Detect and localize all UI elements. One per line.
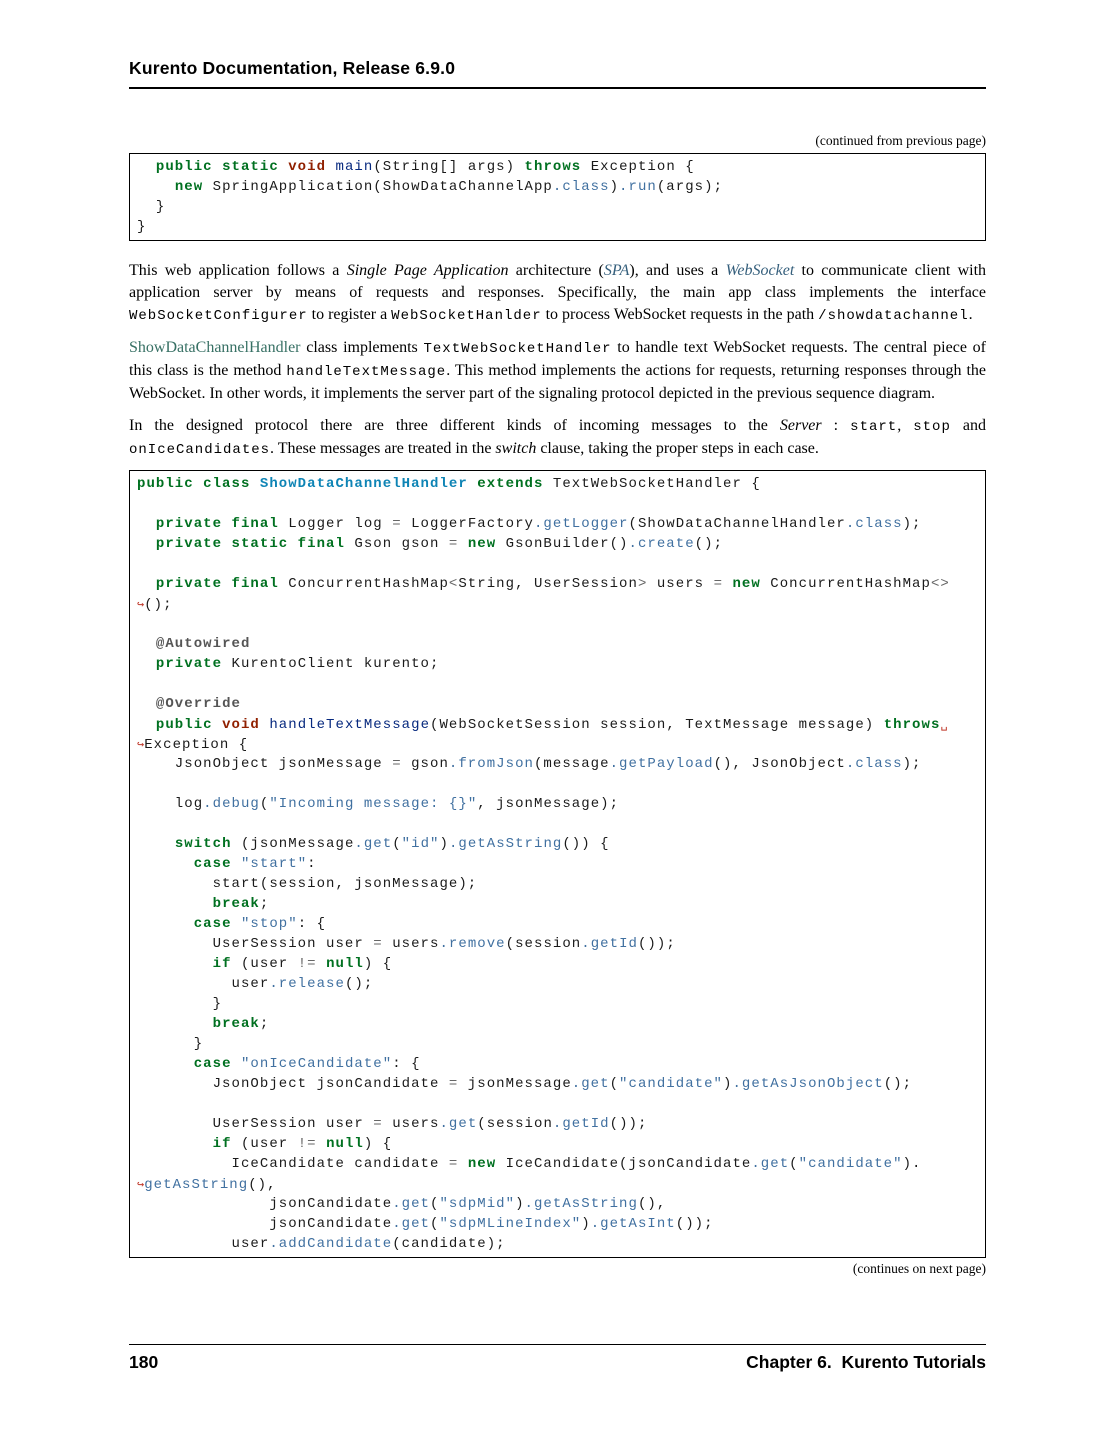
code-line: ↪Exception { bbox=[137, 737, 249, 753]
code-line bbox=[137, 554, 978, 574]
code-line: break; bbox=[212, 896, 270, 912]
code-block-main-method bbox=[129, 153, 986, 241]
header-rule bbox=[129, 87, 986, 89]
page-footer bbox=[129, 1344, 986, 1373]
text-run: ), and uses a bbox=[629, 262, 726, 279]
text-run: to register a bbox=[307, 306, 392, 323]
code-line: private KurentoClient kurento; bbox=[155, 656, 440, 672]
continued-from-previous-page-note: (continued from previous page) bbox=[815, 133, 986, 148]
code-line: } bbox=[137, 1036, 204, 1052]
text-run: In the designed protocol there are three different kinds of incoming messages to the bbox=[129, 417, 780, 434]
page-number: 180 bbox=[129, 1352, 159, 1372]
text-run: class implements bbox=[300, 339, 424, 356]
text-run: This web application follows a bbox=[129, 262, 347, 279]
code-line: JsonObject jsonMessage = gson.fromJson(message.getPayload(), JsonObject.class); bbox=[137, 756, 922, 772]
code-block-show-data-channel-handler bbox=[129, 470, 986, 1258]
text-run: : bbox=[821, 417, 851, 434]
text-run: handleTextMessage bbox=[286, 364, 447, 380]
websocket-link[interactable]: WebSocket bbox=[725, 262, 795, 279]
page-content bbox=[129, 0, 986, 1277]
text-run: to handle text WebSocket requests. The central piece of this class is the method bbox=[129, 339, 986, 379]
code-line: ↪getAsString(), bbox=[137, 1177, 277, 1193]
text-run: clause, taking the proper steps in each case. bbox=[536, 440, 819, 457]
code-line: case "stop": { bbox=[193, 916, 327, 932]
code-line: new SpringApplication(ShowDataChannelApp.class).run(args); bbox=[174, 179, 724, 195]
code-line bbox=[137, 774, 978, 794]
code-line: @Override bbox=[155, 696, 241, 712]
code-line: UserSession user = users.remove(session.getId()); bbox=[137, 936, 676, 952]
code-line: if (user != null) { bbox=[212, 956, 393, 972]
code-line: jsonCandidate.get("sdpMLineIndex").getAsInt()); bbox=[137, 1216, 714, 1232]
text-run: stop bbox=[913, 419, 951, 435]
code-line: case "start": bbox=[193, 856, 317, 872]
code-line: public static void main(String[] args) throws Exception { bbox=[155, 159, 695, 175]
code-line: log.debug("Incoming message: {}", jsonMessage); bbox=[137, 796, 620, 812]
text-run: . This method implements the actions for requests, returning responses through the WebSocket. In other words, it implements the server part of the signaling protocol depicted in the previous sequence diagram. bbox=[129, 362, 987, 402]
code-line: ↪(); bbox=[137, 597, 173, 613]
code-line: public void handleTextMessage(WebSocketSession session, TextMessage message) throws␣ bbox=[155, 717, 948, 733]
text-run: switch bbox=[495, 440, 537, 457]
code-line: public class ShowDataChannelHandler extends TextWebSocketHandler { bbox=[137, 476, 761, 492]
code-line bbox=[137, 674, 978, 694]
text-run: to process WebSocket requests in the path bbox=[541, 306, 819, 323]
text-run: and bbox=[950, 417, 986, 434]
showdatachannelhandler-link[interactable]: ShowDataChannelHandler bbox=[129, 339, 301, 356]
code-line bbox=[137, 614, 978, 634]
code-line: } bbox=[137, 219, 147, 235]
text-run: onIceCandidates bbox=[129, 442, 271, 458]
continues-on-next-page-note: (continues on next page) bbox=[852, 1261, 986, 1276]
code-line: break; bbox=[212, 1016, 270, 1032]
code-line: IceCandidate candidate = new IceCandidate(jsonCandidate.get("candidate"). bbox=[137, 1156, 922, 1172]
text-run: to communicate client with application server by means of requests and responses. Specifically, the main app class implements the interface bbox=[129, 262, 987, 301]
paragraph-spa-architecture bbox=[129, 260, 986, 327]
code-line: @Autowired bbox=[155, 636, 251, 652]
text-run: TextWebSocketHandler bbox=[423, 341, 612, 357]
text-run: , bbox=[897, 417, 914, 434]
code-line: private final Logger log = LoggerFactory.getLogger(ShowDataChannelHandler.class); bbox=[155, 516, 922, 532]
text-run: . bbox=[968, 306, 973, 323]
text-run: /showdatachannel bbox=[818, 308, 969, 324]
code-line bbox=[137, 494, 978, 514]
text-run: WebSocketConfigurer bbox=[129, 308, 308, 324]
text-run: . These messages are treated in the bbox=[270, 440, 496, 457]
code-line bbox=[137, 1094, 978, 1114]
chapter-title: Chapter 6. Kurento Tutorials bbox=[746, 1352, 986, 1372]
code-line: user.release(); bbox=[137, 976, 374, 992]
paragraph-protocol-messages bbox=[129, 415, 986, 461]
code-line bbox=[137, 814, 978, 834]
text-run: start bbox=[850, 419, 898, 435]
text-run: Server bbox=[779, 417, 822, 434]
code-line: private final ConcurrentHashMap<String, UserSession> users = new ConcurrentHashMap<> bbox=[155, 576, 950, 592]
code-line: start(session, jsonMessage); bbox=[137, 876, 478, 892]
code-line: } bbox=[137, 199, 166, 215]
page-title: Kurento Documentation, Release 6.9.0 bbox=[129, 58, 456, 78]
paragraph-handler-description bbox=[129, 337, 986, 405]
text-run: Single Page Application bbox=[346, 262, 509, 279]
code-line: } bbox=[137, 996, 223, 1012]
code-line: if (user != null) { bbox=[212, 1136, 393, 1152]
code-line: jsonCandidate.get("sdpMid").getAsString(), bbox=[137, 1196, 667, 1212]
spa-link[interactable]: SPA bbox=[603, 262, 630, 279]
code-line: switch (jsonMessage.get("id").getAsString()) { bbox=[174, 836, 610, 852]
code-line: private static final Gson gson = new GsonBuilder().create(); bbox=[155, 536, 724, 552]
code-line: user.addCandidate(candidate); bbox=[137, 1236, 506, 1252]
text-run: architecture ( bbox=[508, 262, 604, 279]
text-run: WebSocketHanlder bbox=[391, 308, 542, 324]
code-line: case "onIceCandidate": { bbox=[193, 1056, 421, 1072]
code-line: JsonObject jsonCandidate = jsonMessage.get("candidate").getAsJsonObject(); bbox=[137, 1076, 913, 1092]
code-line: UserSession user = users.get(session.getId()); bbox=[137, 1116, 648, 1132]
page-header bbox=[129, 0, 986, 89]
